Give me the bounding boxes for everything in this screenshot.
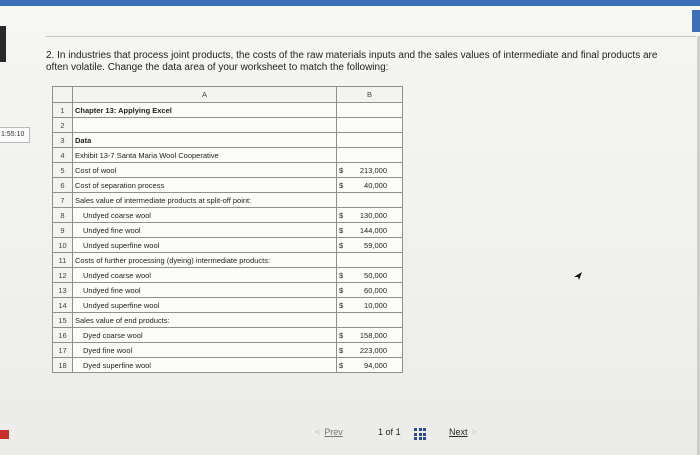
table-row (53, 163, 403, 178)
cell-value: 40,000 (364, 180, 387, 190)
table-row (53, 283, 403, 298)
cell-a[interactable]: Undyed coarse wool (73, 268, 337, 283)
cell-b[interactable] (337, 103, 403, 118)
row-number[interactable]: 14 (53, 298, 73, 313)
cell-value: 158,000 (359, 330, 387, 340)
next-button[interactable] (449, 427, 499, 437)
table-row (53, 268, 403, 283)
cell-b[interactable] (337, 328, 403, 343)
row-number[interactable]: 16 (53, 328, 73, 343)
next-label: Next (449, 427, 468, 437)
right-edge-tab[interactable] (692, 10, 700, 32)
row-number[interactable]: 10 (53, 238, 73, 253)
table-row (53, 313, 403, 328)
divider (46, 36, 696, 37)
cell-b[interactable] (337, 178, 403, 193)
table-row (53, 328, 403, 343)
top-accent-bar (0, 0, 700, 6)
row-number[interactable]: 5 (53, 163, 73, 178)
cell-a[interactable]: Cost of wool (73, 163, 337, 178)
cell-b[interactable] (337, 133, 403, 148)
table-row (53, 133, 403, 148)
timer-readout: 1:55:10 (0, 127, 30, 143)
row-number[interactable]: 18 (53, 358, 73, 373)
row-number[interactable]: 7 (53, 193, 73, 208)
table-row (53, 298, 403, 313)
row-number[interactable]: 15 (53, 313, 73, 328)
table-row (53, 343, 403, 358)
table-row (53, 178, 403, 193)
grid-icon[interactable] (414, 428, 426, 440)
row-number[interactable]: 6 (53, 178, 73, 193)
cell-a[interactable]: Chapter 13: Applying Excel (73, 103, 337, 118)
table-row (53, 148, 403, 163)
table-row (53, 253, 403, 268)
table-row (53, 193, 403, 208)
currency-symbol: $ (339, 210, 344, 220)
row-number[interactable]: 12 (53, 268, 73, 283)
page-total: 1 (395, 427, 401, 437)
table-row (53, 223, 403, 238)
cell-a[interactable]: Undyed superfine wool (73, 238, 337, 253)
column-header-b[interactable]: B (337, 87, 403, 103)
table-row (53, 238, 403, 253)
row-number[interactable]: 9 (53, 223, 73, 238)
chevron-right-icon: > (471, 427, 477, 437)
cell-value: 130,000 (359, 210, 387, 220)
row-number[interactable]: 17 (53, 343, 73, 358)
cell-value: 94,000 (364, 360, 387, 370)
column-header-row (53, 87, 403, 103)
currency-symbol: $ (339, 345, 344, 355)
cell-value: 144,000 (359, 225, 387, 235)
currency-symbol: $ (339, 240, 344, 250)
cell-a[interactable]: Undyed superfine wool (73, 298, 337, 313)
cell-b[interactable] (337, 208, 403, 223)
row-number[interactable]: 1 (53, 103, 73, 118)
currency-symbol: $ (339, 285, 344, 295)
cell-a[interactable]: Dyed coarse wool (73, 328, 337, 343)
cell-b[interactable] (337, 268, 403, 283)
cell-b[interactable] (337, 358, 403, 373)
cell-value: 213,000 (359, 165, 387, 175)
cell-a[interactable]: Dyed superfine wool (73, 358, 337, 373)
cell-a[interactable] (73, 118, 337, 133)
row-number[interactable]: 11 (53, 253, 73, 268)
cell-value: 10,000 (364, 300, 387, 310)
cell-a[interactable]: Data (73, 133, 337, 148)
worksheet-table (52, 86, 403, 373)
left-edge-bar (0, 26, 6, 62)
cell-b[interactable] (337, 283, 403, 298)
chevron-left-icon: < (315, 427, 321, 437)
currency-symbol: $ (339, 330, 344, 340)
column-header-a[interactable]: A (73, 87, 337, 103)
page-of: of (385, 427, 394, 437)
row-number[interactable]: 4 (53, 148, 73, 163)
table-row (53, 118, 403, 133)
page-count (378, 427, 418, 437)
cell-b[interactable] (337, 223, 403, 238)
cell-b[interactable] (337, 193, 403, 208)
flag-icon[interactable] (0, 430, 9, 439)
page-current: 1 (378, 427, 384, 437)
cell-a[interactable]: Sales value of end products: (73, 313, 337, 328)
currency-symbol: $ (339, 300, 344, 310)
cell-a[interactable]: Costs of further processing (dyeing) intermediate products: (73, 253, 337, 268)
cell-a[interactable]: Exhibit 13-7 Santa Maria Wool Cooperative (73, 148, 337, 163)
cell-a[interactable]: Undyed coarse wool (73, 208, 337, 223)
cell-b[interactable] (337, 238, 403, 253)
row-number[interactable]: 2 (53, 118, 73, 133)
cell-b[interactable] (337, 163, 403, 178)
cell-b[interactable] (337, 298, 403, 313)
prev-button[interactable] (315, 427, 367, 437)
cell-a[interactable]: Undyed fine wool (73, 223, 337, 238)
cell-value: 59,000 (364, 240, 387, 250)
corner-cell (53, 87, 73, 103)
cell-a[interactable]: Sales value of intermediate products at split-off point: (73, 193, 337, 208)
table-row (53, 208, 403, 223)
cell-a[interactable]: Dyed fine wool (73, 343, 337, 358)
row-number[interactable]: 8 (53, 208, 73, 223)
currency-symbol: $ (339, 270, 344, 280)
cell-value: 60,000 (364, 285, 387, 295)
cell-value: 50,000 (364, 270, 387, 280)
question-text: 2. In industries that process joint products, the costs of the raw materials inputs and the sales values of intermediate and final products are often volatile. Change the data area of your worksheet to match the following: (46, 50, 658, 73)
currency-symbol: $ (339, 180, 344, 190)
mouse-cursor-icon (572, 270, 584, 282)
cell-a[interactable]: Undyed fine wool (73, 283, 337, 298)
currency-symbol: $ (339, 225, 344, 235)
cell-a[interactable]: Cost of separation process (73, 178, 337, 193)
row-number[interactable]: 13 (53, 283, 73, 298)
prev-label: Prev (324, 427, 343, 437)
cell-b[interactable] (337, 253, 403, 268)
cell-value: 223,000 (359, 345, 387, 355)
row-number[interactable]: 3 (53, 133, 73, 148)
currency-symbol: $ (339, 165, 344, 175)
worksheet-body (53, 103, 403, 373)
cell-b[interactable] (337, 148, 403, 163)
cell-b[interactable] (337, 343, 403, 358)
currency-symbol: $ (339, 360, 344, 370)
table-row (53, 103, 403, 118)
cell-b[interactable] (337, 313, 403, 328)
cell-b[interactable] (337, 118, 403, 133)
table-row (53, 358, 403, 373)
